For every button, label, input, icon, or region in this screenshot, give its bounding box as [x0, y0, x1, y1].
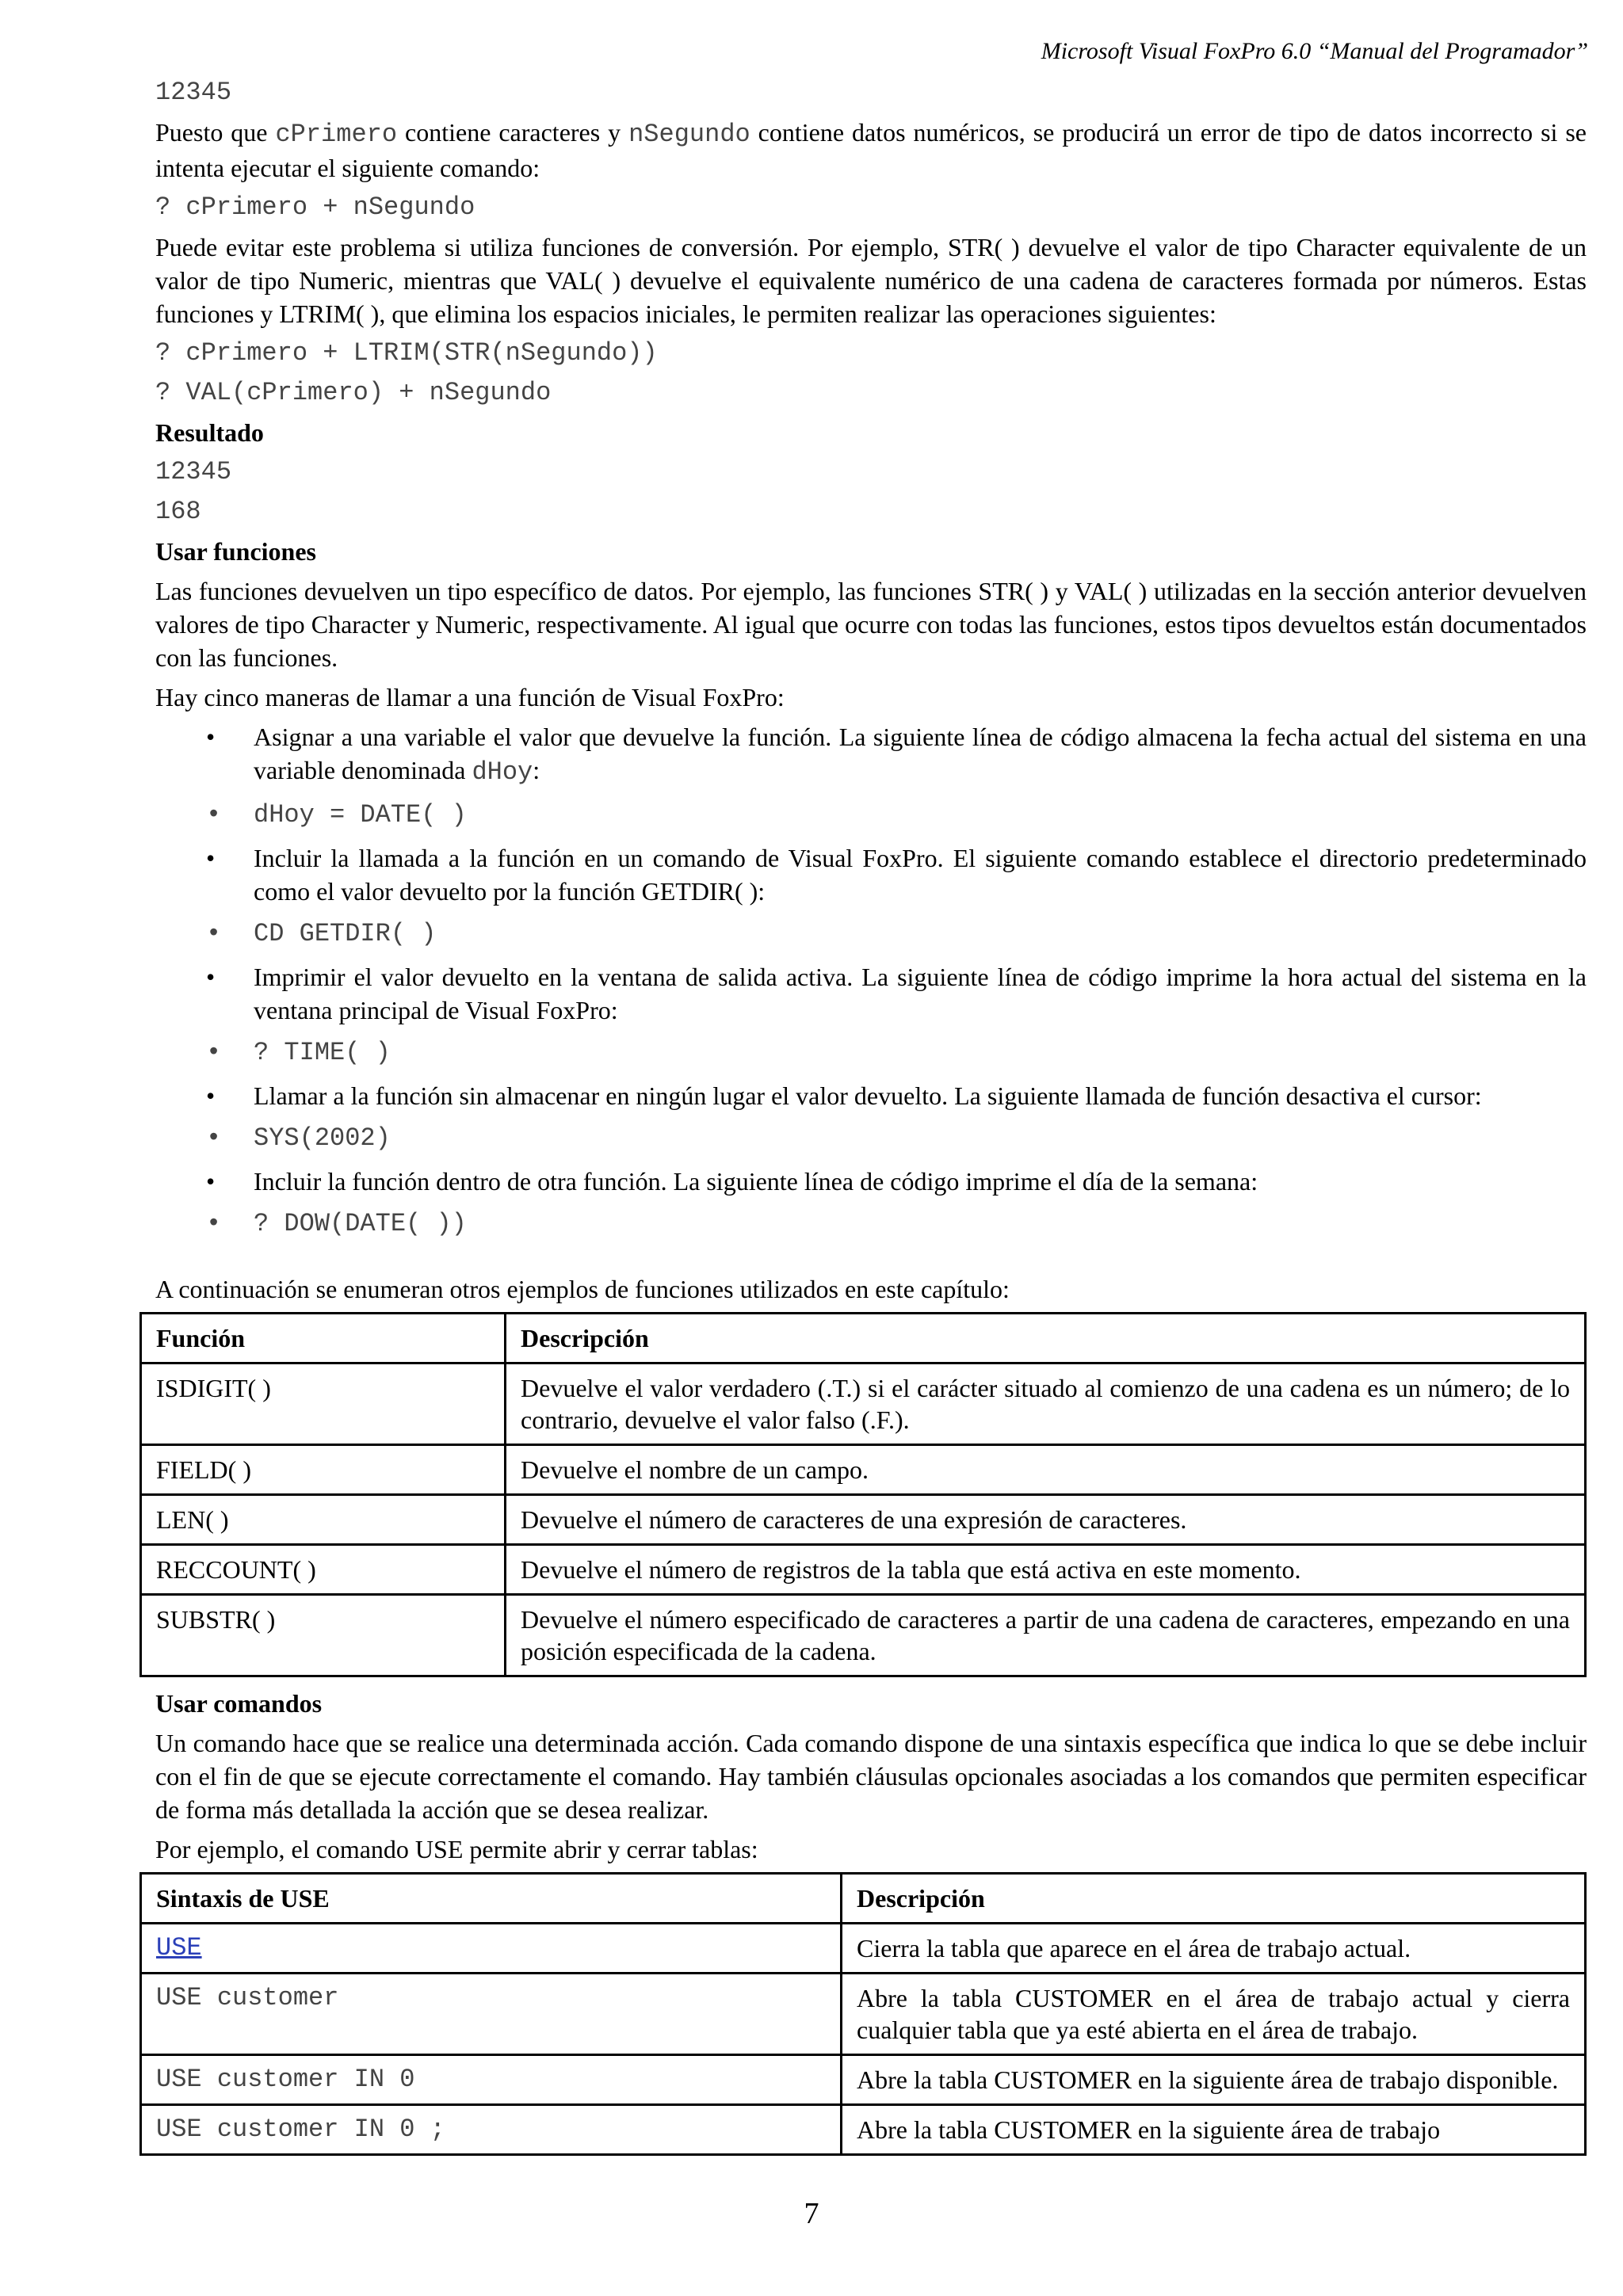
paragraph-1 — [155, 116, 1587, 185]
description-cell: Abre la tabla CUSTOMER en la siguiente área de trabajo disponible. — [842, 2055, 1586, 2105]
bullet-icon: • — [206, 963, 216, 991]
list-item — [155, 1122, 1587, 1155]
syntax-cell: USE customer IN 0 ; — [141, 2105, 842, 2155]
var-nsegundo: nSegundo — [628, 120, 750, 149]
table-header-row — [141, 1314, 1586, 1363]
use-syntax-table — [139, 1872, 1587, 2156]
paragraph-6: Un comando hace que se realice una determinada acción. Cada comando dispone de una sintaxis específica que indica lo que se debe incluir con el fin de que se ejecute correctamente el comando. Hay también cláusulas opcionales asociadas a los comandos que permiten especificar de forma más detallada la acción que se desea realizar. — [155, 1729, 1587, 1824]
syntax-cell — [141, 1924, 842, 1974]
column-header-descripcion: Descripción — [842, 1874, 1586, 1924]
page-content — [155, 76, 1587, 2156]
table-row — [141, 2055, 1586, 2105]
result-line-2: 168 — [155, 497, 201, 526]
list-item — [155, 917, 1587, 951]
description-cell: Devuelve el valor verdadero (.T.) si el carácter situado al comienzo de una cadena es un número; de lo contrario, devuelve el valor falso (.F.). — [506, 1363, 1586, 1445]
heading-usar-funciones: Usar funciones — [155, 537, 316, 566]
description-cell: Devuelve el número especificado de caracteres a partir de una cadena de caracteres, empezando en una posición especificada de la cadena. — [506, 1595, 1586, 1676]
bullet-text: Imprimir el valor devuelto en la ventana de salida activa. La siguiente línea de código imprime la hora actual del sistema en la ventana principal de Visual FoxPro: — [254, 963, 1587, 1024]
functions-table — [139, 1312, 1587, 1677]
bullet-icon: • — [206, 800, 222, 830]
paragraph-5: A continuación se enumeran otros ejemplos de funciones utilizados en este capítulo: — [155, 1275, 1010, 1303]
var-dhoy: dHoy — [472, 757, 533, 787]
table-row — [141, 1545, 1586, 1595]
list-item — [155, 720, 1587, 789]
paragraph-7: Por ejemplo, el comando USE permite abrir y cerrar tablas: — [155, 1835, 758, 1863]
bullet-icon: • — [206, 919, 222, 948]
table-row — [141, 2105, 1586, 2155]
bullet-code: ? TIME( ) — [254, 1038, 391, 1067]
paragraph-3: Las funciones devuelven un tipo específico de datos. Por ejemplo, las funciones STR( ) y VAL( ) utilizadas en la sección anterior devuelven valores de tipo Character y Numeric, respectivamente. Al igual que ocurre con todas las funciones, estos tipos devueltos están documentados con las funciones. — [155, 577, 1587, 672]
bullet-text: Incluir la función dentro de otra función. La siguiente línea de código imprime el día de la semana: — [254, 1167, 1258, 1196]
code-line-3: ? VAL(cPrimero) + nSegundo — [155, 378, 552, 407]
bullet-icon: • — [206, 1123, 222, 1153]
list-item — [155, 1079, 1587, 1112]
list-item — [155, 1165, 1587, 1198]
bullet-text: Asignar a una variable el valor que devuelve la función. La siguiente línea de código almacena la fecha actual del sistema en una variable denominada — [254, 723, 1587, 784]
bullet-icon: • — [206, 1167, 216, 1196]
para1-text-a: Puesto que — [155, 118, 276, 147]
table-row — [141, 1974, 1586, 2055]
paragraph-2: Puede evitar este problema si utiliza funciones de conversión. Por ejemplo, STR( ) devuelve el valor de tipo Character equivalente de un valor de tipo Numeric, mientras que VAL( ) devuelve el equivalente numérico de una cadena de caracteres formada por números. Estas funciones y LTRIM( ), que elimina los espacios iniciales, le permiten realizar las operaciones siguientes: — [155, 233, 1587, 328]
description-cell: Devuelve el número de caracteres de una expresión de caracteres. — [506, 1495, 1586, 1545]
description-cell: Abre la tabla CUSTOMER en el área de trabajo actual y cierra cualquier tabla que ya esté abierta en el área de trabajo. — [842, 1974, 1586, 2055]
bullet-text-end: : — [533, 756, 540, 784]
running-header: Microsoft Visual FoxPro 6.0 “Manual del Programador” — [1041, 38, 1588, 64]
table-row — [141, 1924, 1586, 1974]
bullet-code: CD GETDIR( ) — [254, 919, 437, 948]
description-cell: Devuelve el nombre de un campo. — [506, 1445, 1586, 1495]
bullet-code: dHoy = DATE( ) — [254, 800, 467, 830]
table-row — [141, 1595, 1586, 1676]
heading-resultado: Resultado — [155, 418, 264, 447]
code-line-1: ? cPrimero + nSegundo — [155, 193, 475, 222]
description-cell: Devuelve el número de registros de la tabla que está activa en este momento. — [506, 1545, 1586, 1595]
use-link[interactable]: USE — [156, 1933, 202, 1962]
function-name-cell: SUBSTR( ) — [141, 1595, 506, 1676]
bullet-icon: • — [206, 1209, 222, 1238]
paragraph-4: Hay cinco maneras de llamar a una función de Visual FoxPro: — [155, 683, 785, 711]
bullet-icon: • — [206, 723, 216, 751]
bullet-icon: • — [206, 1038, 222, 1067]
bullet-code: SYS(2002) — [254, 1123, 391, 1153]
bullet-icon: • — [206, 844, 216, 872]
syntax-cell: USE customer — [141, 1974, 842, 2055]
code-line-2: ? cPrimero + LTRIM(STR(nSegundo)) — [155, 338, 658, 368]
code-line-top: 12345 — [155, 78, 232, 107]
syntax-cell: USE customer IN 0 — [141, 2055, 842, 2105]
table-row — [141, 1363, 1586, 1445]
description-cell: Cierra la tabla que aparece en el área de trabajo actual. — [842, 1924, 1586, 1974]
description-cell: Abre la tabla CUSTOMER en la siguiente área de trabajo — [842, 2105, 1586, 2155]
bullet-code: ? DOW(DATE( )) — [254, 1209, 467, 1238]
table-row — [141, 1445, 1586, 1495]
table-header-row — [141, 1874, 1586, 1924]
column-header-funcion: Función — [141, 1314, 506, 1363]
list-item — [155, 841, 1587, 908]
function-name-cell: RECCOUNT( ) — [141, 1545, 506, 1595]
result-line-1: 12345 — [155, 457, 232, 486]
function-name-cell: ISDIGIT( ) — [141, 1363, 506, 1445]
function-name-cell: LEN( ) — [141, 1495, 506, 1545]
function-name-cell: FIELD( ) — [141, 1445, 506, 1495]
para1-text-c: contiene datos numéricos, se producirá un error de tipo de datos incorrecto si se intenta ejecutar el siguiente comando: — [155, 118, 1587, 182]
para1-text-b: contiene caracteres y — [397, 118, 629, 147]
heading-usar-comandos: Usar comandos — [155, 1689, 323, 1718]
column-header-descripcion: Descripción — [506, 1314, 1586, 1363]
page-number: 7 — [804, 2197, 819, 2230]
bullet-list — [155, 720, 1587, 1241]
table-row — [141, 1495, 1586, 1545]
list-item — [155, 960, 1587, 1027]
bullet-text: Llamar a la función sin almacenar en ningún lugar el valor devuelto. La siguiente llamada de función desactiva el cursor: — [254, 1081, 1482, 1110]
var-cprimero: cPrimero — [275, 120, 398, 149]
list-item — [155, 1036, 1587, 1070]
bullet-text: Incluir la llamada a la función en un comando de Visual FoxPro. El siguiente comando establece el directorio predeterminado como el valor devuelto por la función GETDIR( ): — [254, 844, 1587, 906]
list-item — [155, 799, 1587, 832]
list-item — [155, 1207, 1587, 1241]
column-header-sintaxis: Sintaxis de USE — [141, 1874, 842, 1924]
bullet-icon: • — [206, 1081, 216, 1110]
